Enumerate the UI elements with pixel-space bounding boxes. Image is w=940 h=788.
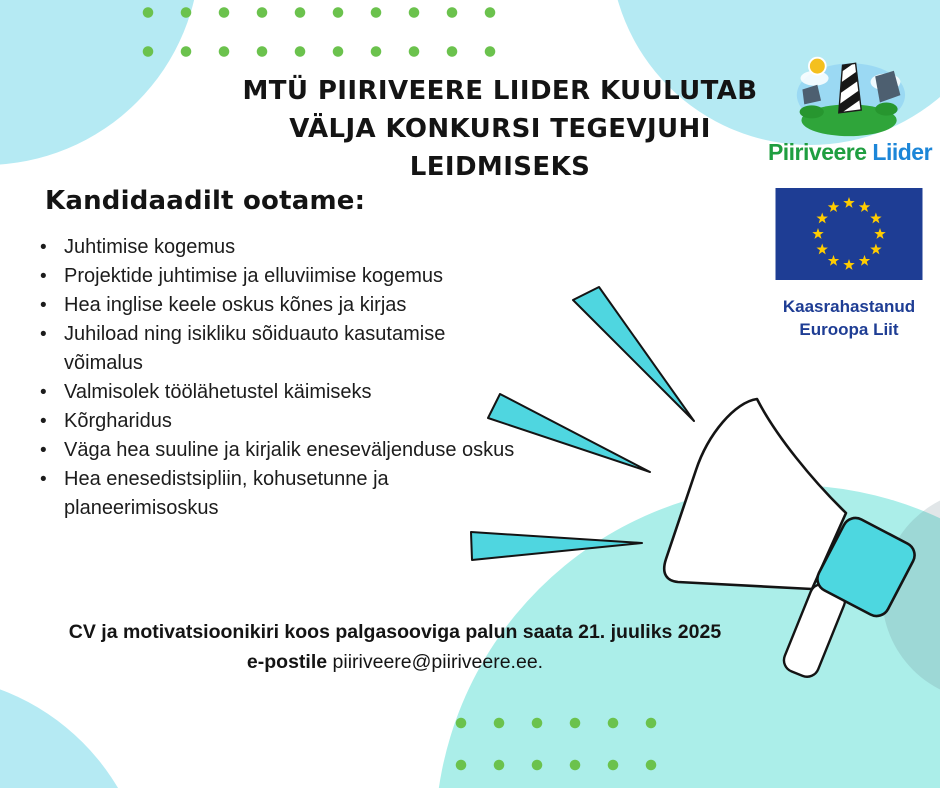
requirement-text: Juhiload ning isikliku sõiduauto kasutamise võimalus: [64, 323, 446, 374]
bullet-icon: •: [40, 469, 47, 490]
section-heading: Kandidaadilt ootame:: [45, 186, 366, 216]
list-item: [40, 436, 518, 465]
list-item: [40, 407, 518, 436]
email-label: e-postile: [246, 651, 328, 673]
requirement-text: Valmisolek töölähetustel käimiseks: [64, 381, 372, 403]
megaphone-ray-top: [573, 287, 694, 421]
megaphone-ray-bottom: [471, 532, 642, 560]
title-line-1: MTÜ PIIRIVEERE LIIDER KUULUTAB: [242, 76, 758, 106]
list-item: [40, 291, 518, 320]
requirement-text: Kõrgharidus: [64, 410, 172, 432]
logo-wordmark: [766, 139, 934, 166]
requirement-text: Hea inglise keele oskus kõnes ja kirjas: [64, 294, 407, 316]
application-instructions: [0, 617, 790, 677]
title-line-2: VÄLJA KONKURSI TEGEVJUHI: [289, 114, 711, 144]
piiriveere-liider-logo: [766, 54, 934, 166]
bullet-icon: •: [40, 295, 47, 316]
application-email-line: [0, 647, 790, 677]
bullet-icon: •: [40, 237, 47, 258]
requirement-text: Väga hea suuline ja kirjalik eneseväljenduse oskus: [64, 439, 515, 461]
list-item: [40, 233, 518, 262]
bullet-icon: •: [40, 266, 47, 287]
eu-funding-line-2: Euroopa Liit: [799, 320, 899, 339]
list-item: [40, 262, 518, 291]
megaphone-cone: [664, 399, 846, 589]
list-item: [40, 465, 518, 523]
eu-funding-line-1: Kaasrahastanud: [782, 297, 916, 316]
page-title: [190, 72, 810, 186]
logo-wordmark-piiriveere: Piiriveere: [767, 139, 867, 165]
lighthouse-logo-icon: [787, 54, 913, 138]
bullet-icon: •: [40, 324, 47, 345]
title-line-3: LEIDMISEKS: [409, 152, 591, 182]
application-deadline-text: CV ja motivatsioonikiri koos palgasooviga palun saata 21. juuliks 2025: [68, 621, 722, 643]
list-item: [40, 320, 518, 378]
email-address: piiriveere@piiriveere.ee.: [327, 651, 544, 673]
list-item: [40, 378, 518, 407]
requirement-text: Hea enesedistsipliin, kohusetunne ja planeerimisoskus: [64, 468, 389, 519]
bullet-icon: •: [40, 382, 47, 403]
bullet-icon: •: [40, 440, 47, 461]
requirement-text: Juhtimise kogemus: [64, 236, 236, 258]
eu-funding-text: [775, 295, 923, 341]
requirements-list: [40, 233, 518, 523]
logo-wordmark-liider: Liider: [866, 139, 933, 165]
requirement-text: Projektide juhtimise ja elluviimise kogemus: [64, 265, 444, 287]
eu-flag-icon: [775, 188, 923, 280]
eu-funding-block: [775, 188, 923, 341]
bullet-icon: •: [40, 411, 47, 432]
